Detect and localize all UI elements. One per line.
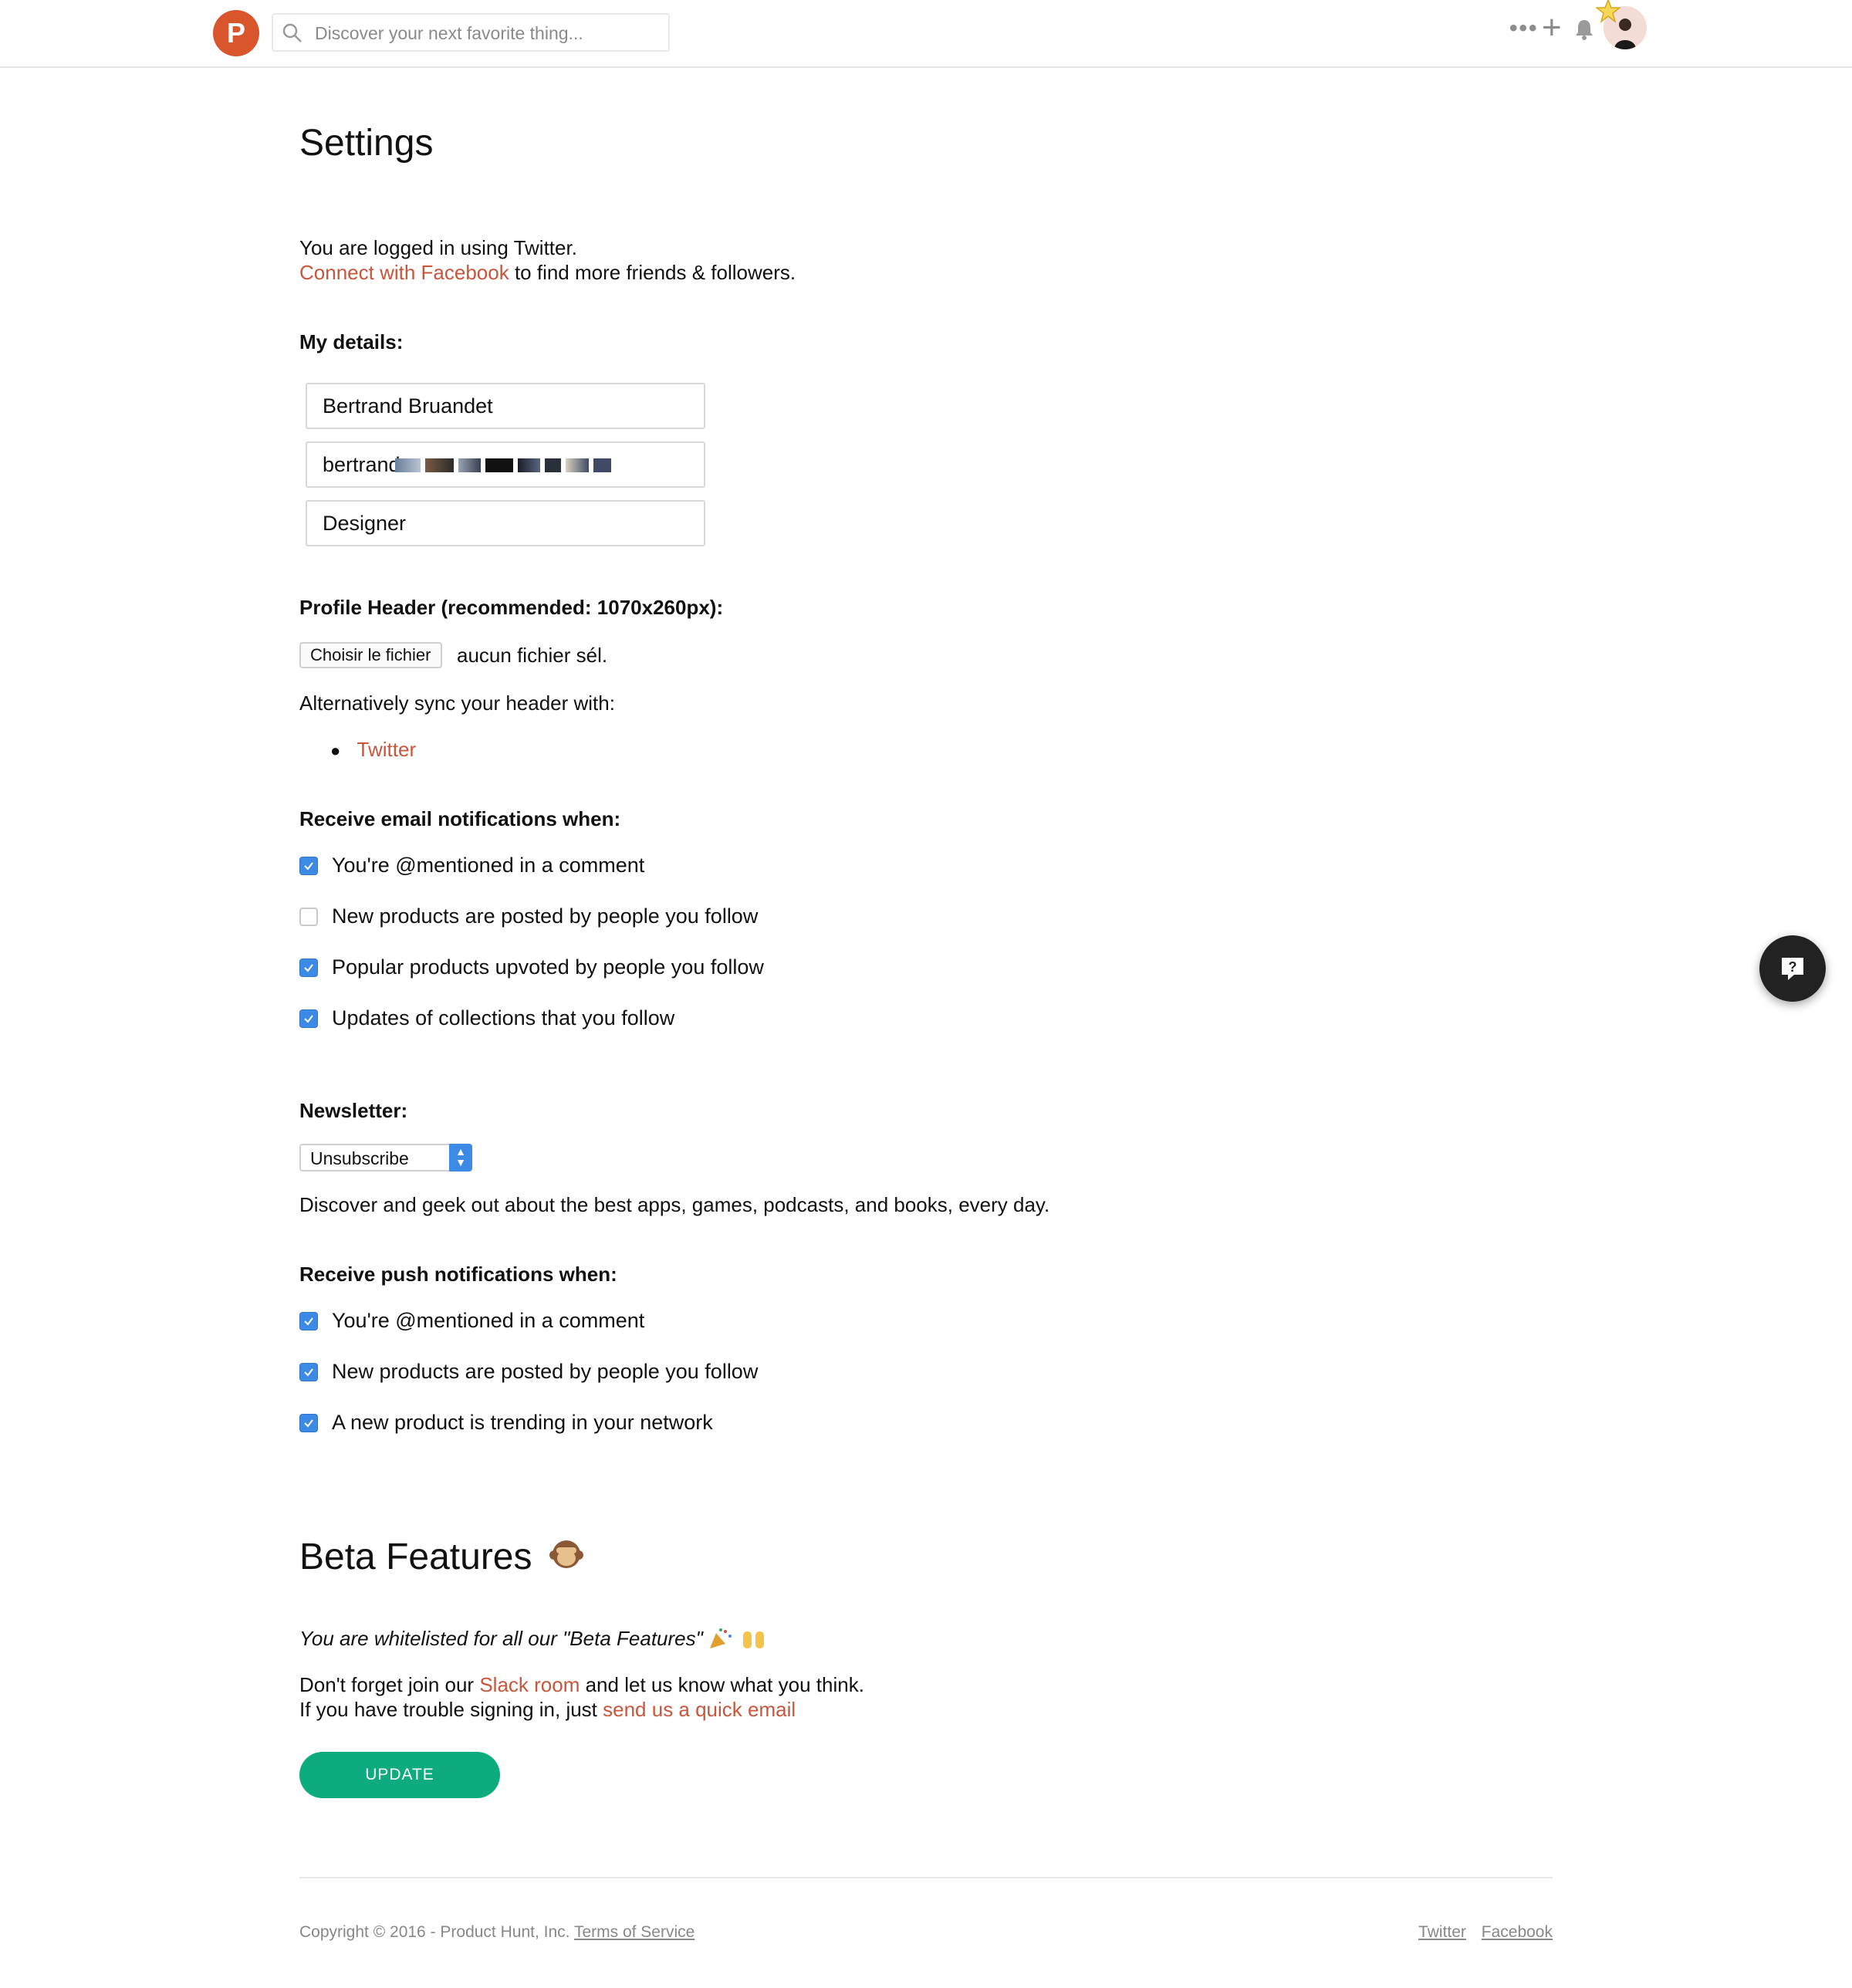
help-chat-button[interactable]	[1759, 935, 1826, 1002]
sync-option-item	[330, 738, 416, 762]
more-icon[interactable]: •••	[1509, 15, 1539, 41]
email-notification-option[interactable]	[299, 955, 994, 982]
page-title: Settings	[299, 123, 434, 164]
newsletter-heading: Newsletter:	[299, 1099, 408, 1122]
newsletter-description: Discover and geek out about the best apps, games, podcasts, and books, every day.	[299, 1193, 1050, 1216]
push-notifications-heading: Receive push notifications when:	[299, 1263, 617, 1286]
party-popper-icon	[708, 1627, 735, 1650]
connect-line	[299, 261, 796, 285]
terms-of-service-link[interactable]: Terms of Service	[573, 1923, 695, 1941]
email-notifications-heading: Receive email notifications when:	[299, 807, 621, 830]
email-notification-option[interactable]	[299, 904, 994, 931]
checkbox-checked[interactable]	[299, 1312, 318, 1330]
sync-twitter-link[interactable]: Twitter	[357, 738, 417, 761]
login-status: You are logged in using Twitter.	[299, 236, 577, 259]
slack-prefix: Don't forget join our	[299, 1673, 480, 1696]
sync-header-text: Alternatively sync your header with:	[299, 691, 615, 715]
raised-hands-icon	[740, 1627, 768, 1650]
send-email-link[interactable]: send us a quick email	[603, 1698, 796, 1721]
checkbox-checked[interactable]	[299, 958, 318, 977]
bell-icon[interactable]	[1574, 19, 1594, 40]
checkbox-checked[interactable]	[299, 857, 318, 875]
search-input[interactable]	[313, 21, 656, 46]
select-arrows-icon: ▲ ▼	[449, 1144, 472, 1172]
footer-divider	[299, 1877, 1553, 1878]
help-glyph: ?	[1788, 959, 1797, 975]
profile-header-heading: Profile Header (recommended: 1070x260px):	[299, 596, 724, 619]
search-box[interactable]	[272, 13, 670, 52]
beta-features-title	[299, 1536, 584, 1578]
push-notification-option[interactable]	[299, 1360, 994, 1386]
checkbox-label: New products are posted by people you follow	[332, 1360, 759, 1383]
newsletter-select[interactable]	[299, 1144, 472, 1172]
checkbox-label: New products are posted by people you follow	[332, 904, 759, 928]
checkbox-checked[interactable]	[299, 1414, 318, 1432]
product-hunt-logo[interactable]: P	[213, 10, 259, 56]
checkbox-label: You're @mentioned in a comment	[332, 854, 645, 877]
checkbox-unchecked[interactable]	[299, 908, 318, 926]
checkbox-label: You're @mentioned in a comment	[332, 1309, 645, 1332]
checkbox-checked[interactable]	[299, 1363, 318, 1381]
name-field[interactable]	[306, 383, 705, 429]
headline-field[interactable]	[306, 500, 705, 546]
checkbox-label: Popular products upvoted by people you follow	[332, 955, 764, 979]
slack-suffix: and let us know what you think.	[580, 1673, 864, 1696]
whitelist-line	[299, 1627, 768, 1651]
file-status: aucun fichier sél.	[457, 644, 608, 667]
email-notification-option[interactable]	[299, 854, 994, 880]
bullet: ●	[330, 741, 341, 760]
checkbox-checked[interactable]	[299, 1009, 318, 1028]
connect-facebook-link[interactable]: Connect with Facebook	[299, 261, 509, 284]
choose-file-button[interactable]: Choisir le fichier	[299, 642, 442, 668]
footer-twitter-link[interactable]: Twitter	[1418, 1923, 1466, 1941]
checkbox-label: A new product is trending in your network	[332, 1411, 713, 1434]
monkey-icon	[549, 1537, 584, 1572]
slack-line	[299, 1673, 864, 1697]
email-notification-option[interactable]	[299, 1006, 994, 1033]
redacted-email-pixelation	[395, 458, 611, 472]
footer-right	[1418, 1923, 1553, 1942]
newsletter-selected-value: Unsubscribe	[310, 1148, 409, 1168]
email-help-prefix: If you have trouble signing in, just	[299, 1698, 603, 1721]
footer-left	[299, 1923, 694, 1942]
push-notification-option[interactable]	[299, 1411, 994, 1437]
email-help-line	[299, 1698, 796, 1722]
add-icon[interactable]: +	[1542, 8, 1562, 46]
my-details-heading: My details:	[299, 330, 404, 353]
help-icon	[1777, 953, 1808, 984]
star-icon	[1596, 0, 1620, 23]
copyright-text: Copyright © 2016 - Product Hunt, Inc.	[299, 1923, 574, 1941]
push-notification-option[interactable]	[299, 1309, 994, 1335]
footer-facebook-link[interactable]: Facebook	[1481, 1923, 1553, 1941]
search-icon	[282, 23, 302, 43]
checkbox-label: Updates of collections that you follow	[332, 1006, 675, 1030]
top-navigation-bar	[0, 0, 1852, 68]
whitelist-text: You are whitelisted for all our "Beta Features"	[299, 1627, 703, 1650]
slack-room-link[interactable]: Slack room	[479, 1673, 580, 1696]
connect-suffix: to find more friends & followers.	[509, 261, 796, 284]
update-button[interactable]: UPDATE	[299, 1752, 500, 1798]
beta-title-text: Beta Features	[299, 1537, 532, 1577]
